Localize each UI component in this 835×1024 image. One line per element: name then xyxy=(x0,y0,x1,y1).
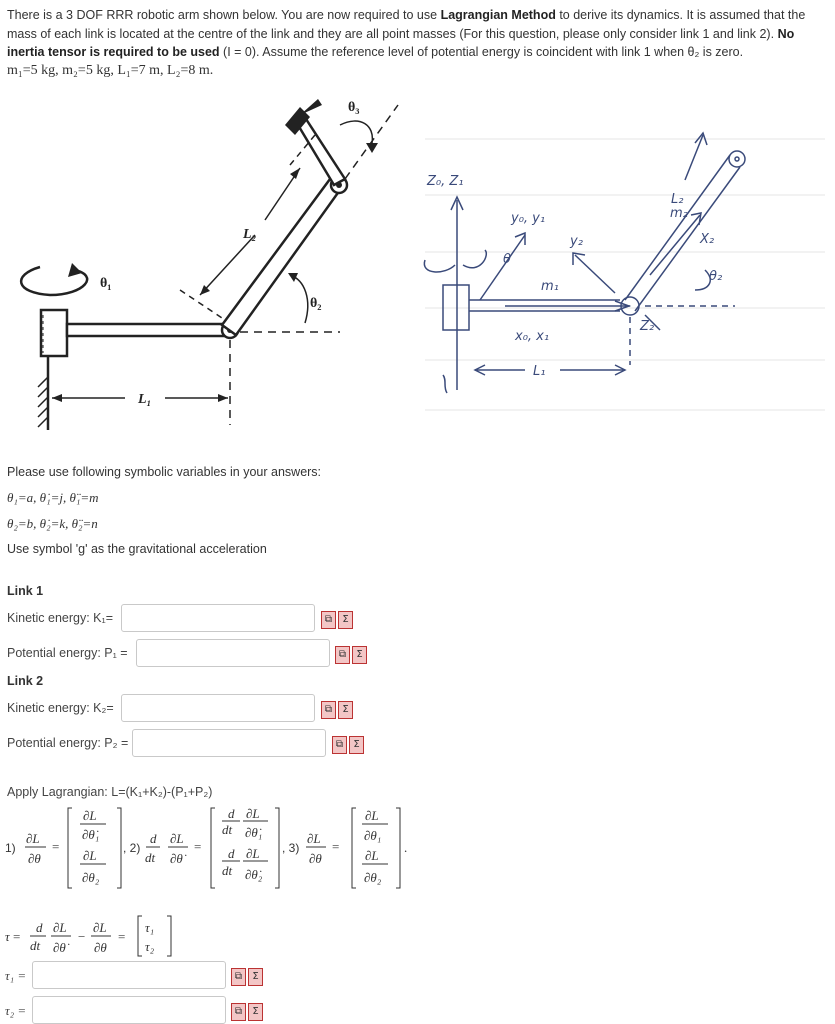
svg-text:∂θ̇: ∂θ̇ xyxy=(170,851,183,866)
svg-text:∂L: ∂L xyxy=(170,831,184,846)
p1-sigma-icon[interactable]: Σ xyxy=(352,646,367,664)
theta3-label: θ₃ xyxy=(348,100,360,115)
L2-hand-label: L₂ xyxy=(671,192,684,207)
question-text: There is a 3 DOF RRR robotic arm shown below. You are now required to use Lagrangian Method to derive its dynamics. It is assumed that the mass of each link is located at the centre of the link and they are all point masses (For this question, please only consider link 1 and link 2). No inertia tensor is required to be used (I = 0). Assume the reference level of potential energy is coincident with link 1 when θ₂ is zero. xyxy=(7,8,806,59)
svg-text:∂L: ∂L xyxy=(246,806,260,821)
k2-input[interactable] xyxy=(121,694,315,722)
apply-lagrangian: Apply Lagrangian: L=(K₁+K₂)-(P₁+P₂) xyxy=(7,785,213,799)
k1-preview-icon[interactable]: ⧉ xyxy=(321,611,336,629)
svg-text:−: − xyxy=(78,929,86,944)
svg-text:∂L: ∂L xyxy=(246,846,260,861)
tau2-input[interactable] xyxy=(32,996,226,1024)
L1-hand-label: L₁ xyxy=(533,364,546,379)
p2-input[interactable] xyxy=(132,729,326,757)
link1-heading: Link 1 xyxy=(7,584,44,598)
svg-text:d: d xyxy=(228,846,235,861)
z0z1-label: Z₀, Z₁ xyxy=(427,174,464,189)
svg-text:∂θ: ∂θ xyxy=(28,851,41,866)
k1-input[interactable] xyxy=(121,604,315,632)
k1-sigma-icon[interactable]: Σ xyxy=(338,611,353,629)
lagrangian-equations xyxy=(0,800,420,890)
gravity-note: Use symbol 'g' as the gravitational acceleration xyxy=(7,542,267,556)
svg-text:∂L: ∂L xyxy=(365,848,379,863)
svg-text:∂θ₂: ∂θ₂ xyxy=(82,870,100,885)
svg-text:=: = xyxy=(332,839,340,854)
svg-text:∂θ: ∂θ xyxy=(94,940,107,955)
svg-text:dt: dt xyxy=(145,850,156,865)
y0y1-label: y₀, y₁ xyxy=(511,211,546,226)
svg-text:∂θ̇: ∂θ̇ xyxy=(53,940,66,955)
tau2-sigma-icon[interactable]: Σ xyxy=(248,1003,263,1021)
tau-equation xyxy=(0,912,200,958)
variables-row-1: θ₁=a, θ̇₁=j, θ̈₁=m xyxy=(7,490,99,505)
k2-preview-icon[interactable]: ⧉ xyxy=(321,701,336,719)
svg-text:.: . xyxy=(404,840,408,855)
k2-sigma-icon[interactable]: Σ xyxy=(338,701,353,719)
svg-text:dt: dt xyxy=(30,938,41,953)
z2-label: Z₂ xyxy=(640,319,655,334)
tau1-preview-icon[interactable]: ⧉ xyxy=(231,968,246,986)
parameters: m₁=5 kg, m₂=5 kg, L₁=7 m, L₂=8 m. xyxy=(7,63,214,78)
svg-text:dt: dt xyxy=(222,822,233,837)
svg-text:τ₂: τ₂ xyxy=(145,939,155,954)
svg-text:∂θ₁: ∂θ₁ xyxy=(364,828,382,843)
theta1-label: θ₁ xyxy=(100,276,112,291)
theta-hand-label: θ xyxy=(503,252,511,267)
svg-text:1): 1) xyxy=(5,841,16,855)
p1-preview-icon[interactable]: ⧉ xyxy=(335,646,350,664)
svg-text:∂L: ∂L xyxy=(83,848,97,863)
svg-text:∂θ̇₁: ∂θ̇₁ xyxy=(82,827,100,842)
L1-label: L₁ xyxy=(138,392,152,407)
p2-preview-icon[interactable]: ⧉ xyxy=(332,736,347,754)
arm-diagram-right xyxy=(415,125,835,420)
L2-label: L₂ xyxy=(243,227,257,242)
p2-sigma-icon[interactable]: Σ xyxy=(349,736,364,754)
svg-text:τ₁: τ₁ xyxy=(145,920,155,935)
link2-heading: Link 2 xyxy=(7,674,44,688)
svg-text:∂L: ∂L xyxy=(307,831,321,846)
svg-text:τ: τ xyxy=(5,929,10,944)
tau2-label: τ₂ = xyxy=(5,1003,27,1018)
arm-diagram-left xyxy=(0,95,420,435)
theta2-hand-label: θ₂ xyxy=(709,269,723,284)
svg-text:d: d xyxy=(228,806,235,821)
svg-text:∂L: ∂L xyxy=(53,920,67,935)
svg-text:∂θ̇₁: ∂θ̇₁ xyxy=(245,825,263,840)
tau2-preview-icon[interactable]: ⧉ xyxy=(231,1003,246,1021)
tau1-sigma-icon[interactable]: Σ xyxy=(248,968,263,986)
svg-text:=: = xyxy=(118,929,126,944)
variables-row-2: θ₂=b, θ̇₂=k, θ̈₂=n xyxy=(7,516,98,531)
svg-text:∂L: ∂L xyxy=(83,808,97,823)
x2-label: X₂ xyxy=(700,232,715,247)
svg-text:d: d xyxy=(150,831,157,846)
svg-text:∂L: ∂L xyxy=(365,808,379,823)
svg-text:∂L: ∂L xyxy=(26,831,40,846)
svg-text:d: d xyxy=(36,920,43,935)
svg-text:∂L: ∂L xyxy=(93,920,107,935)
theta2-label: θ₂ xyxy=(310,296,322,311)
p1-label: Potential energy: P₁ = xyxy=(7,646,128,660)
svg-text:∂θ₂: ∂θ₂ xyxy=(364,870,382,885)
p1-input[interactable] xyxy=(136,639,330,667)
svg-text:, 2): , 2) xyxy=(123,841,141,855)
svg-text:∂θ: ∂θ xyxy=(309,851,322,866)
x0x1-label: x₀, x₁ xyxy=(515,329,550,344)
svg-text:=: = xyxy=(52,839,60,854)
tau1-input[interactable] xyxy=(32,961,226,989)
svg-text:∂θ̇₂: ∂θ̇₂ xyxy=(245,867,263,882)
svg-text:, 3): , 3) xyxy=(282,841,300,855)
k1-label: Kinetic energy: K₁= xyxy=(7,611,114,625)
k2-label: Kinetic energy: K₂= xyxy=(7,701,114,715)
svg-text:dt: dt xyxy=(222,863,233,878)
instructions-intro: Please use following symbolic variables in your answers: xyxy=(7,465,322,479)
m2-label: m₂ xyxy=(670,206,688,221)
p2-label: Potential energy: P₂ = xyxy=(7,736,129,750)
svg-text:=: = xyxy=(194,839,202,854)
tau1-label: τ₁ = xyxy=(5,968,27,983)
y2-label: y₂ xyxy=(570,234,583,249)
m1-label: m₁ xyxy=(541,279,559,294)
svg-text:=: = xyxy=(13,929,21,944)
